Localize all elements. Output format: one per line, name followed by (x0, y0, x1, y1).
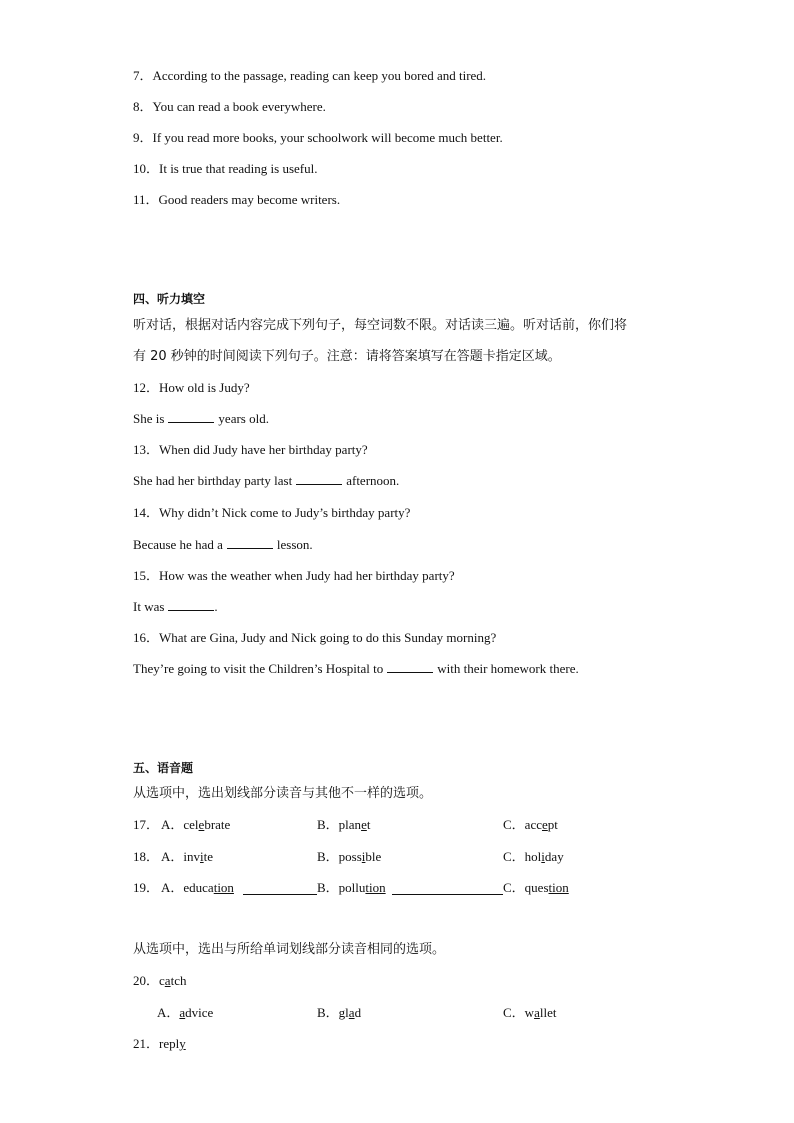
question-19-number: 19． (133, 880, 160, 895)
underlined-part: i (541, 849, 545, 864)
question-13: 13．When did Judy have her birthday party? (133, 442, 368, 457)
underlined-part: tion (365, 880, 386, 895)
word-part: poss (338, 849, 362, 864)
question-16: 16．What are Gina, Judy and Nick going to do this Sunday morning? (133, 630, 497, 645)
option-label: C． (503, 849, 525, 864)
answer-16-prefix: They’re going to visit the Children’s Hospital to (133, 661, 384, 676)
underlined-part: tion (548, 880, 569, 895)
option-label: B． (317, 1005, 339, 1020)
question-7: 7．According to the passage, reading can keep you bored and tired. (133, 68, 487, 83)
underlined-part: y (179, 1036, 186, 1051)
question-number: 21． (133, 1036, 160, 1051)
answer-blank[interactable] (296, 473, 342, 485)
word-part: cel (183, 817, 199, 832)
option-label: A． (157, 1005, 180, 1020)
section-4-instruction-2: 有 20 秒钟的时间阅读下列句子。注意：请将答案填写在答题卡指定区域。 (133, 349, 561, 364)
option-c[interactable] (503, 849, 564, 865)
section-5-title: 五、语音题 (133, 761, 194, 775)
option-label: C． (503, 817, 525, 832)
word-part: brate (204, 817, 231, 832)
underlined-part: a (179, 1005, 186, 1020)
answer-12 (133, 411, 269, 427)
answer-blank[interactable] (387, 661, 433, 673)
word-part: pollu (338, 880, 366, 895)
option-label: B． (317, 880, 339, 895)
option-c[interactable] (503, 817, 558, 833)
word-part: repl (159, 1036, 180, 1051)
underlined-part: e (541, 817, 548, 832)
answer-13-prefix: She had her birthday party last (133, 473, 293, 488)
word-part: gl (338, 1005, 349, 1020)
word-part: c (159, 973, 165, 988)
option-label: A． (161, 849, 184, 864)
word-part: llet (539, 1005, 557, 1020)
section-4-title: 四、听力填空 (133, 292, 206, 306)
option-a[interactable] (161, 880, 234, 896)
answer-14-prefix: Because he had a (133, 537, 223, 552)
option-b[interactable] (317, 1005, 361, 1021)
question-17-number: 17． (133, 817, 160, 832)
option-b[interactable] (317, 817, 370, 833)
option-b[interactable] (317, 849, 381, 865)
section-5-instruction-1: 从选项中，选出划线部分读音与其他不一样的选项。 (133, 786, 433, 801)
answer-13-suffix: afternoon. (346, 473, 400, 488)
question-10: 10．It is true that reading is useful. (133, 161, 318, 176)
word-part: educa (183, 880, 214, 895)
word-part: day (544, 849, 564, 864)
word-part: acc (524, 817, 542, 832)
section-4-instruction-1: 听对话，根据对话内容完成下列句子，每空词数不限。对话读三遍。听对话前，你们将 (133, 318, 628, 333)
word-part: w (524, 1005, 535, 1020)
option-label: B． (317, 849, 339, 864)
answer-blank[interactable] (168, 411, 214, 423)
underlined-part: a (164, 973, 171, 988)
option-label: C． (503, 1005, 525, 1020)
underlined-part: e (361, 817, 367, 832)
option-c[interactable] (503, 1005, 556, 1021)
underlined-part: e (198, 817, 205, 832)
option-b[interactable] (317, 880, 386, 896)
option-a[interactable] (161, 849, 213, 865)
answer-16 (133, 661, 579, 677)
answer-12-prefix: She is (133, 411, 165, 426)
option-a[interactable] (157, 1005, 213, 1021)
question-14: 14．Why didn’t Nick come to Judy’s birthday party? (133, 505, 411, 520)
word-part: hol (524, 849, 542, 864)
word-part: ques (524, 880, 549, 895)
question-20 (133, 973, 186, 989)
underlined-part: a (534, 1005, 540, 1020)
answer-12-suffix: years old. (218, 411, 269, 426)
answer-blank[interactable] (168, 599, 214, 611)
answer-16-suffix: with their homework there. (437, 661, 579, 676)
question-12: 12．How old is Judy? (133, 380, 250, 395)
word-part: dvice (185, 1005, 214, 1020)
option-a[interactable] (161, 817, 230, 833)
word-part: t (366, 817, 371, 832)
word-part: tch (170, 973, 187, 988)
option-a-trailing-rule (243, 894, 317, 895)
question-21 (133, 1036, 186, 1052)
section-5-instruction-2: 从选项中，选出与所给单词划线部分读音相同的选项。 (133, 942, 446, 957)
option-c[interactable] (503, 880, 569, 896)
word-part: plan (338, 817, 362, 832)
word-part: inv (183, 849, 201, 864)
word-part: d (354, 1005, 362, 1020)
question-18-number: 18． (133, 849, 160, 864)
question-15: 15．How was the weather when Judy had her birthday party? (133, 568, 455, 583)
question-9: 9．If you read more books, your schoolwork will become much better. (133, 130, 503, 145)
answer-15-suffix: . (214, 599, 218, 614)
underlined-part: tion (213, 880, 234, 895)
option-label: A． (161, 880, 184, 895)
answer-blank[interactable] (227, 537, 273, 549)
word-part: te (203, 849, 214, 864)
word-part: ble (365, 849, 382, 864)
underlined-part: i (361, 849, 366, 864)
option-label: B． (317, 817, 339, 832)
word-part: pt (547, 817, 558, 832)
question-11: 11．Good readers may become writers. (133, 192, 341, 207)
option-label: C． (503, 880, 525, 895)
underlined-part: i (200, 849, 204, 864)
option-label: A． (161, 817, 184, 832)
option-b-trailing-rule (392, 894, 503, 895)
question-number: 20． (133, 973, 160, 988)
question-8: 8．You can read a book everywhere. (133, 99, 326, 114)
answer-15-prefix: It was (133, 599, 165, 614)
underlined-part: a (348, 1005, 355, 1020)
answer-13 (133, 473, 399, 489)
answer-14 (133, 537, 313, 553)
answer-15 (133, 599, 218, 615)
answer-14-suffix: lesson. (276, 537, 313, 552)
